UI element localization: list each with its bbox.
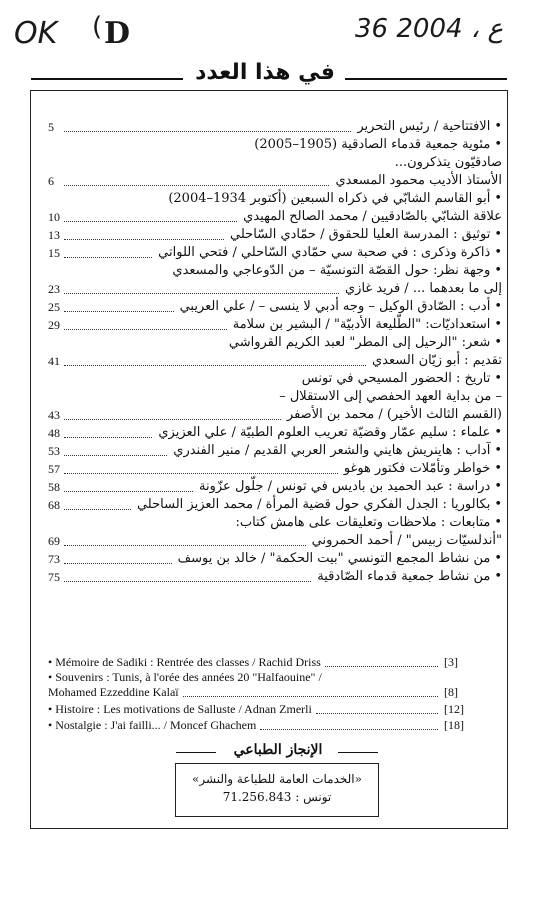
toc-page-number: 75 (48, 570, 60, 584)
bullet-icon: • (494, 569, 502, 584)
toc-entry (372, 352, 502, 370)
toc-page-number: 10 (48, 210, 60, 224)
dot-leader (64, 491, 193, 492)
toc-entry (279, 388, 502, 406)
toc-page-number: 58 (48, 480, 60, 494)
toc-entry-title: أدب : الصّادق الوكيل – وجه أدبي لا ينسى – / علي العريبي (179, 299, 491, 314)
bullet-icon: • (494, 191, 502, 206)
toc-entry-title: تاريخ : الحضور المسيحي في تونس (301, 371, 491, 386)
printer-rule-left (176, 752, 216, 753)
toc-entry-title: إلى ما بعدهما ... / فريد غازي (345, 281, 502, 296)
bullet-icon: • (494, 227, 502, 242)
toc-page-number: 57 (48, 462, 60, 476)
toc-entry (173, 442, 502, 460)
dot-leader (183, 696, 438, 697)
dot-leader (316, 713, 438, 714)
toc-entry-title: شعر: "الرحيل إلى المطر" لعبد الكريم القرواشي (228, 335, 491, 350)
toc-entry (199, 478, 502, 496)
toc-page-number: 13 (48, 228, 60, 242)
bullet-icon: • (494, 515, 502, 530)
toc-entry-title: بكالوريا : الجدل الفكري حول قضية المرأة / محمد العزيز الساحلي (136, 497, 491, 512)
toc-entry (168, 190, 502, 208)
toc-page-number: 29 (48, 318, 60, 332)
french-toc-entry: • Souvenirs : Tunis, à l'orée des années 20 "Halfaouine" / (48, 670, 322, 684)
french-toc-entry: Mohamed Ezzeddine Kalaï (48, 685, 179, 699)
dot-leader (64, 437, 152, 438)
french-toc-page-number: [8] (444, 685, 458, 699)
toc-entry (158, 244, 502, 262)
toc-entry-title: علماء : سليم عمّار وقضيّة تعريب العلوم الطبيّة / علي العزيزي (158, 425, 491, 440)
toc-entry (254, 136, 502, 154)
handwritten-ok: OK (14, 16, 58, 51)
printer-city: تونس : 71.256.843 (222, 790, 332, 804)
toc-page-number: 41 (48, 354, 60, 368)
header-rule-right (345, 78, 507, 80)
toc-page-number: 23 (48, 282, 60, 296)
dot-leader (64, 311, 174, 312)
toc-entry (302, 370, 502, 388)
toc-entry (230, 226, 502, 244)
french-toc-entry: • Mémoire de Sadiki : Rentrée des classes / Rachid Driss (48, 655, 321, 669)
bullet-icon: • (494, 443, 502, 458)
bullet-icon: • (494, 551, 502, 566)
bullet-icon: • (494, 263, 502, 278)
header-rule-left (31, 78, 183, 80)
toc-entry (180, 298, 502, 316)
page-title: في هذا العدد (195, 60, 335, 85)
toc-page-number: 43 (48, 408, 60, 422)
dot-leader (325, 666, 438, 667)
toc-entry (137, 496, 502, 514)
toc-page-number: 6 (48, 174, 54, 188)
toc-entry-title: آداب : هاينريش هايني والشعر العربي القديم / منير الفندري (173, 443, 491, 458)
bullet-icon: • (494, 425, 502, 440)
dot-leader (64, 473, 338, 474)
toc-page-number: 5 (48, 120, 54, 134)
french-toc-page-number: [18] (444, 718, 464, 732)
toc-page-number: 68 (48, 498, 60, 512)
bullet-icon: • (494, 371, 502, 386)
toc-page-number: 53 (48, 444, 60, 458)
toc-entry (158, 424, 502, 442)
toc-entry (229, 334, 502, 352)
french-toc-page-number: [12] (444, 702, 464, 716)
french-toc-entry: • Histoire : Les motivations de Salluste / Adnan Zmerli (48, 702, 312, 716)
dot-leader (64, 419, 281, 420)
toc-entry-title: ذاكرة وذكرى : في صحبة سي حمّادي السّاحلي / فتحي اللواتي (158, 245, 491, 260)
toc-entry (233, 316, 502, 334)
toc-entry (395, 154, 502, 172)
bullet-icon: • (494, 245, 502, 260)
toc-page-number: 69 (48, 534, 60, 548)
bullet-icon: • (494, 317, 502, 332)
toc-entry-title: خواطر وتأمّلات فكتور هوغو (343, 461, 491, 476)
bullet-icon: • (494, 497, 502, 512)
toc-entry (235, 514, 502, 532)
bullet-icon: • (494, 299, 502, 314)
printer-rule-right (338, 752, 378, 753)
bullet-icon: • (494, 461, 502, 476)
dot-leader (64, 545, 306, 546)
bullet-icon: • (494, 137, 502, 152)
toc-entry (345, 280, 502, 298)
toc-entry-title: وجهة نظر: حول القصّة التونسيّة – من الدّوعاجي والمسعدي (172, 263, 491, 278)
toc-page-number: 25 (48, 300, 60, 314)
toc-entry (312, 532, 502, 550)
toc-entry-title: (القسم الثالث الأخير) / محمد بن الأصفر (286, 407, 502, 422)
toc-entry (287, 406, 502, 424)
dot-leader (64, 329, 227, 330)
toc-entry-title: علاقة الشابّي بالصّادقيين / محمد الصالح المهيدي (243, 209, 502, 224)
toc-entry-title: – من بداية العهد الحفصي إلى الاستقلال – (279, 389, 502, 404)
bullet-icon: • (494, 479, 502, 494)
dot-leader (64, 509, 131, 510)
toc-entry (243, 208, 502, 226)
printer-name: «الخدمات العامة للطباعة والنشر» (192, 772, 362, 786)
toc-entry (172, 262, 502, 280)
toc-entry-title: استعداديّات: "الطّليعة الأدبيّة" / البشير بن سلامة (232, 317, 491, 332)
toc-entry-title: من نشاط المجمع التونسي "بيت الحكمة" / خالد بن يوسف (177, 551, 491, 566)
toc-entry (335, 172, 502, 190)
toc-entry-title: متابعات : ملاحظات وتعليقات على هامش كتاب: (235, 515, 491, 530)
dot-leader (260, 729, 438, 730)
dot-leader (64, 563, 172, 564)
toc-page-number: 15 (48, 246, 60, 260)
toc-entry-title: توثيق : المدرسة العليا للحقوق / حمّادي السّاحلي (230, 227, 491, 242)
bullet-icon: • (494, 119, 502, 134)
handwritten-paren: ( (92, 12, 103, 42)
dot-leader (64, 581, 311, 582)
toc-entry-title: تقديم : أبو زيّان السعدي (372, 353, 502, 368)
toc-entry-title: صادقيّون يتذكرون... (394, 155, 502, 170)
printer-title: الإنجاز الطباعي (233, 742, 323, 758)
printer-box (175, 763, 379, 817)
toc-entry (344, 460, 502, 478)
dot-leader (64, 455, 167, 456)
toc-entry-title: الافتتاحية / رئيس التحرير (357, 119, 491, 134)
dot-leader (64, 185, 329, 186)
toc-entry-title: الأستاذ الأديب محمود المسعدي (335, 173, 502, 188)
dot-leader (64, 365, 366, 366)
toc-entry (178, 550, 502, 568)
toc-entry-title: دراسة : عبد الحميد بن باديس في تونس / جلّول عزّونة (199, 479, 491, 494)
toc-entry (317, 568, 502, 586)
dot-leader (64, 293, 339, 294)
toc-entry (357, 118, 502, 136)
toc-page-number: 73 (48, 552, 60, 566)
dot-leader (64, 131, 351, 132)
french-toc-entry: • Nostalgie : J'ai failli... / Moncef Ghachem (48, 718, 257, 732)
toc-entry-title: من نشاط جمعية قدماء الصّادقية (317, 569, 491, 584)
bullet-icon: • (494, 335, 502, 350)
handwritten-date: 36 ع ، 2004 (355, 14, 503, 44)
dot-leader (64, 239, 224, 240)
toc-entry-title: "أندلسيّات زبيس" / أحمد الحمروني (311, 533, 502, 548)
toc-entry-title: مئوية جمعية قدماء الصادقية (1905–2005) (254, 137, 491, 152)
dot-leader (64, 257, 152, 258)
toc-entry-title: أبو القاسم الشابّي في ذكراه السبعين (أكتوبر 1934–2004) (168, 191, 491, 206)
dot-leader (64, 221, 237, 222)
toc-page-number: 48 (48, 426, 60, 440)
handwritten-letter: D (104, 16, 131, 51)
french-toc-page-number: [3] (444, 655, 458, 669)
